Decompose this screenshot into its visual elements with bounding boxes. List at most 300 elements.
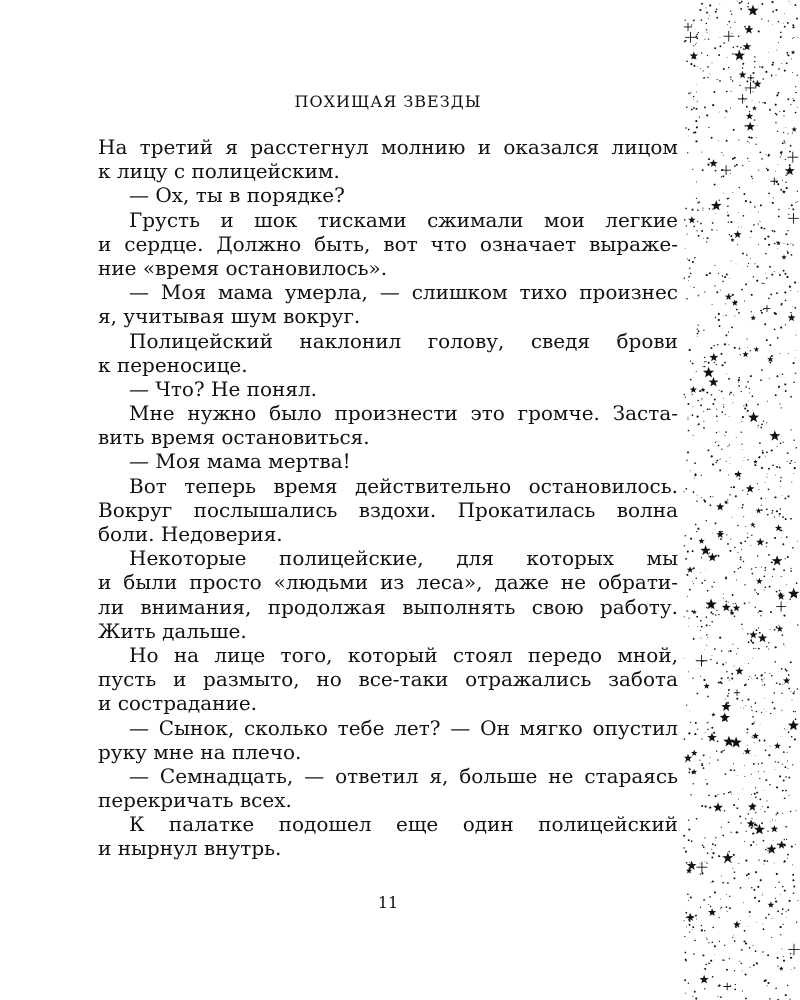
speckle bbox=[750, 201, 752, 203]
speckle bbox=[797, 107, 798, 108]
speckle bbox=[739, 559, 740, 560]
speckle bbox=[716, 409, 717, 410]
speckle bbox=[783, 23, 784, 24]
speckle bbox=[783, 110, 785, 112]
speckle bbox=[701, 872, 703, 874]
speckle bbox=[703, 899, 705, 901]
speckle bbox=[725, 110, 727, 112]
text-line: Полицейский наклонил голову, сведя брови bbox=[129, 328, 678, 353]
text-line: вить время остановиться. bbox=[98, 425, 370, 450]
speckle bbox=[771, 76, 772, 77]
speckle bbox=[692, 363, 694, 365]
speckle bbox=[748, 679, 749, 680]
speckle bbox=[687, 152, 688, 153]
speckle bbox=[729, 550, 731, 552]
speckle bbox=[767, 401, 768, 402]
speckle bbox=[747, 381, 749, 383]
star-icon bbox=[733, 921, 741, 928]
speckle bbox=[736, 579, 737, 580]
speckle bbox=[789, 151, 791, 153]
speckle bbox=[708, 38, 709, 39]
speckle bbox=[692, 394, 693, 395]
text-line: — Семнадцать, — ответил я, больше не стараясь bbox=[129, 763, 678, 788]
speckle bbox=[776, 114, 778, 116]
speckle bbox=[752, 642, 754, 644]
speckle bbox=[764, 678, 765, 679]
speckle bbox=[784, 797, 786, 799]
speckle bbox=[712, 942, 714, 944]
speckle bbox=[755, 871, 757, 873]
speckle bbox=[702, 208, 703, 209]
speckle bbox=[727, 205, 729, 207]
speckle bbox=[780, 189, 782, 191]
speckle bbox=[770, 611, 772, 613]
speckle bbox=[688, 839, 690, 841]
speckle bbox=[703, 846, 705, 848]
speckle bbox=[787, 461, 788, 462]
speckle bbox=[746, 106, 748, 108]
speckle bbox=[763, 612, 764, 613]
speckle bbox=[712, 613, 713, 614]
speckle bbox=[704, 39, 705, 40]
speckle bbox=[753, 648, 754, 649]
speckle bbox=[771, 918, 772, 919]
speckle bbox=[690, 722, 691, 723]
speckle bbox=[706, 939, 707, 940]
speckle bbox=[751, 176, 753, 178]
speckle bbox=[712, 655, 713, 656]
speckle bbox=[783, 862, 784, 863]
text-line: Жить дальше. bbox=[98, 618, 247, 643]
speckle bbox=[709, 272, 711, 274]
star-icon bbox=[782, 190, 786, 194]
speckle bbox=[696, 84, 697, 85]
star-icon bbox=[779, 966, 784, 970]
speckle bbox=[753, 964, 755, 966]
speckle bbox=[710, 757, 711, 758]
speckle bbox=[688, 276, 690, 278]
speckle bbox=[770, 293, 772, 295]
speckle bbox=[707, 237, 709, 239]
speckle bbox=[778, 21, 779, 22]
sparkle-icon bbox=[696, 655, 708, 667]
speckle bbox=[771, 675, 773, 677]
speckle bbox=[690, 470, 691, 471]
speckle bbox=[693, 953, 695, 955]
speckle bbox=[759, 740, 761, 742]
star-icon bbox=[723, 736, 734, 747]
speckle bbox=[701, 230, 703, 232]
speckle bbox=[731, 260, 732, 261]
speckle bbox=[692, 929, 693, 930]
speckle bbox=[760, 675, 762, 677]
speckle bbox=[795, 92, 797, 94]
star-icon bbox=[725, 293, 732, 300]
speckle bbox=[768, 648, 769, 649]
speckle bbox=[757, 404, 759, 406]
speckle bbox=[743, 193, 745, 195]
speckle bbox=[764, 771, 765, 772]
speckle bbox=[790, 429, 791, 430]
speckle bbox=[782, 543, 784, 545]
speckle bbox=[789, 599, 790, 600]
speckle bbox=[790, 568, 791, 569]
speckle bbox=[775, 104, 777, 106]
speckle bbox=[685, 761, 686, 762]
speckle bbox=[765, 482, 766, 483]
speckle bbox=[736, 653, 737, 654]
speckle bbox=[706, 607, 708, 609]
speckle bbox=[732, 937, 733, 938]
speckle bbox=[692, 261, 694, 263]
speckle bbox=[766, 451, 768, 453]
speckle bbox=[775, 887, 776, 888]
speckle bbox=[708, 794, 710, 796]
speckle bbox=[719, 637, 721, 639]
speckle bbox=[771, 274, 773, 276]
speckle bbox=[747, 459, 748, 460]
speckle bbox=[763, 709, 764, 710]
speckle bbox=[737, 648, 738, 649]
speckle bbox=[709, 625, 710, 626]
star-icon bbox=[767, 844, 777, 854]
speckle bbox=[701, 638, 702, 639]
speckle bbox=[763, 840, 765, 842]
speckle bbox=[786, 584, 787, 585]
speckle bbox=[768, 20, 769, 21]
speckle bbox=[741, 549, 742, 550]
speckle bbox=[797, 291, 798, 292]
speckle bbox=[718, 313, 720, 315]
speckle bbox=[722, 281, 723, 282]
speckle bbox=[720, 290, 721, 291]
text-line: — Ох, ты в порядке? bbox=[129, 183, 345, 208]
speckle bbox=[736, 309, 738, 311]
speckle bbox=[750, 230, 752, 232]
star-icon bbox=[686, 913, 694, 921]
speckle bbox=[756, 844, 757, 845]
speckle bbox=[761, 505, 762, 506]
speckle bbox=[772, 1, 774, 3]
speckle bbox=[703, 330, 704, 331]
speckle bbox=[747, 347, 748, 348]
speckle bbox=[692, 581, 693, 582]
star-icon bbox=[704, 683, 710, 689]
speckle bbox=[777, 762, 779, 764]
text-line: ние «время остановилось». bbox=[98, 255, 388, 280]
speckle bbox=[778, 625, 779, 626]
speckle bbox=[712, 496, 713, 497]
speckle bbox=[782, 516, 784, 518]
speckle bbox=[738, 799, 739, 800]
speckle bbox=[738, 379, 740, 381]
speckle bbox=[700, 907, 701, 908]
speckle bbox=[708, 127, 709, 128]
speckle bbox=[795, 844, 796, 845]
sparkle-icon bbox=[770, 177, 778, 185]
speckle bbox=[763, 928, 765, 930]
text-line: и были просто «людьми из леса», даже не обрати- bbox=[98, 570, 678, 595]
speckle bbox=[789, 746, 791, 748]
speckle bbox=[742, 991, 743, 992]
speckle bbox=[724, 276, 726, 278]
speckle bbox=[712, 843, 714, 845]
speckle bbox=[725, 431, 727, 433]
speckle bbox=[728, 792, 729, 793]
speckle bbox=[749, 161, 750, 162]
speckle bbox=[728, 851, 730, 853]
speckle bbox=[766, 168, 767, 169]
speckle bbox=[731, 832, 732, 833]
speckle bbox=[686, 960, 687, 961]
speckle bbox=[787, 854, 789, 856]
speckle bbox=[779, 775, 781, 777]
speckle bbox=[744, 457, 745, 458]
speckle bbox=[705, 805, 707, 807]
speckle bbox=[711, 882, 712, 883]
speckle bbox=[727, 446, 728, 447]
speckle bbox=[707, 164, 709, 166]
speckle bbox=[795, 112, 797, 114]
speckle bbox=[784, 26, 786, 28]
speckle bbox=[767, 982, 769, 984]
speckle bbox=[776, 94, 778, 96]
speckle bbox=[754, 119, 755, 120]
speckle bbox=[698, 668, 699, 669]
text-line: — Сынок, сколько тебе лет? — Он мягко опустил bbox=[129, 715, 678, 740]
speckle bbox=[784, 839, 785, 840]
speckle bbox=[787, 98, 789, 100]
speckle bbox=[753, 763, 755, 765]
speckle bbox=[719, 4, 720, 5]
speckle bbox=[727, 911, 728, 912]
speckle bbox=[776, 873, 778, 875]
speckle bbox=[797, 75, 798, 76]
star-icon bbox=[690, 386, 697, 393]
speckle bbox=[787, 768, 788, 769]
speckle bbox=[737, 832, 738, 833]
speckle bbox=[770, 821, 771, 822]
speckle bbox=[755, 675, 756, 676]
speckle bbox=[784, 243, 785, 244]
speckle bbox=[734, 989, 736, 991]
speckle bbox=[742, 788, 743, 789]
sparkle-icon bbox=[748, 75, 755, 82]
sparkle-icon bbox=[685, 32, 696, 43]
speckle bbox=[729, 293, 730, 294]
speckle bbox=[697, 495, 698, 496]
speckle bbox=[746, 728, 748, 730]
speckle bbox=[784, 558, 785, 559]
speckle bbox=[766, 154, 767, 155]
speckle bbox=[782, 684, 783, 685]
speckle bbox=[783, 270, 785, 272]
star-icon bbox=[781, 255, 786, 260]
speckle bbox=[763, 864, 764, 865]
speckle bbox=[704, 930, 705, 931]
speckle bbox=[788, 688, 790, 690]
speckle bbox=[790, 570, 792, 572]
speckle bbox=[780, 327, 782, 329]
speckle bbox=[748, 663, 749, 664]
speckle bbox=[688, 772, 690, 774]
speckle bbox=[697, 333, 699, 335]
speckle bbox=[721, 364, 723, 366]
star-icon bbox=[748, 802, 757, 810]
speckle bbox=[733, 769, 735, 771]
speckle bbox=[703, 754, 705, 756]
speckle bbox=[724, 945, 725, 946]
speckle bbox=[693, 20, 695, 22]
star-icon bbox=[754, 347, 760, 352]
speckle bbox=[728, 689, 730, 691]
text-line: — Что? Не понял. bbox=[129, 376, 318, 401]
speckle bbox=[743, 561, 744, 562]
speckle bbox=[781, 913, 783, 915]
speckle bbox=[735, 316, 736, 317]
speckle bbox=[735, 495, 737, 497]
speckle bbox=[777, 812, 779, 814]
speckle bbox=[740, 47, 741, 48]
speckle bbox=[793, 473, 794, 474]
speckle bbox=[694, 131, 696, 133]
speckle bbox=[748, 813, 750, 815]
speckle bbox=[789, 462, 791, 464]
speckle bbox=[769, 362, 771, 364]
speckle bbox=[745, 860, 747, 862]
speckle bbox=[729, 234, 730, 235]
speckle bbox=[793, 37, 794, 38]
speckle bbox=[751, 706, 752, 707]
star-icon bbox=[700, 975, 709, 984]
speckle bbox=[704, 837, 705, 838]
speckle bbox=[780, 36, 782, 38]
speckle bbox=[742, 700, 743, 701]
speckle bbox=[777, 957, 779, 959]
speckle bbox=[764, 569, 766, 571]
speckle bbox=[793, 692, 795, 694]
speckle bbox=[685, 127, 687, 129]
speckle bbox=[712, 852, 714, 854]
speckle bbox=[767, 954, 769, 956]
speckle bbox=[733, 877, 735, 879]
speckle bbox=[760, 799, 762, 801]
speckle bbox=[698, 235, 700, 237]
speckle bbox=[768, 244, 770, 246]
speckle bbox=[756, 922, 757, 923]
speckle bbox=[748, 136, 750, 138]
speckle bbox=[741, 227, 742, 228]
speckle bbox=[772, 576, 773, 577]
speckle bbox=[784, 70, 786, 72]
speckle bbox=[758, 170, 759, 171]
speckle bbox=[718, 445, 720, 447]
text-line: перекричать всех. bbox=[98, 788, 292, 813]
speckle bbox=[685, 396, 686, 397]
speckle bbox=[689, 931, 690, 932]
speckle bbox=[729, 907, 731, 909]
speckle bbox=[706, 937, 707, 938]
speckle bbox=[716, 213, 717, 214]
speckle bbox=[751, 294, 753, 296]
speckle bbox=[765, 456, 766, 457]
speckle bbox=[758, 425, 759, 426]
speckle bbox=[742, 67, 743, 68]
speckle bbox=[734, 571, 736, 573]
speckle bbox=[765, 71, 767, 73]
speckle bbox=[697, 416, 699, 418]
speckle bbox=[716, 291, 718, 293]
speckle bbox=[729, 278, 730, 279]
speckle bbox=[779, 353, 780, 354]
speckle bbox=[767, 169, 769, 171]
speckle bbox=[794, 691, 795, 692]
speckle bbox=[745, 26, 746, 27]
speckle bbox=[687, 451, 689, 453]
speckle bbox=[704, 106, 706, 108]
speckle bbox=[788, 353, 789, 354]
speckle bbox=[685, 488, 687, 490]
speckle bbox=[765, 749, 767, 751]
sparkle-icon bbox=[787, 152, 798, 163]
speckle bbox=[714, 184, 716, 186]
speckle bbox=[696, 126, 698, 128]
speckle bbox=[751, 794, 752, 795]
speckle bbox=[772, 819, 773, 820]
speckle bbox=[740, 920, 741, 921]
speckle bbox=[685, 912, 687, 914]
speckle bbox=[731, 794, 732, 795]
speckle bbox=[690, 379, 692, 381]
speckle bbox=[688, 900, 689, 901]
speckle bbox=[690, 538, 692, 540]
speckle bbox=[730, 235, 732, 237]
speckle bbox=[780, 152, 782, 154]
star-icon bbox=[733, 604, 741, 611]
star-icon bbox=[746, 122, 755, 131]
text-line: и сострадание. bbox=[98, 691, 258, 716]
speckle bbox=[700, 630, 701, 631]
speckle bbox=[783, 643, 784, 644]
speckle bbox=[746, 338, 747, 339]
star-icon bbox=[746, 112, 753, 119]
speckle bbox=[757, 266, 759, 268]
star-icon bbox=[742, 351, 748, 357]
speckle bbox=[745, 705, 746, 706]
speckle bbox=[792, 244, 793, 245]
speckle bbox=[730, 791, 732, 793]
speckle bbox=[764, 567, 766, 569]
speckle bbox=[793, 362, 795, 364]
speckle bbox=[797, 37, 798, 38]
speckle bbox=[707, 722, 708, 723]
speckle bbox=[731, 326, 733, 328]
speckle bbox=[722, 882, 724, 884]
speckle bbox=[697, 202, 698, 203]
speckle bbox=[695, 524, 697, 526]
speckle bbox=[700, 223, 702, 225]
speckle bbox=[774, 629, 776, 631]
speckle bbox=[795, 718, 797, 720]
speckle bbox=[789, 1, 790, 2]
speckle bbox=[785, 668, 787, 670]
speckle bbox=[789, 286, 791, 288]
speckle bbox=[781, 63, 782, 64]
speckle bbox=[790, 104, 791, 105]
speckle bbox=[773, 568, 775, 570]
speckle bbox=[768, 554, 770, 556]
speckle bbox=[708, 722, 709, 723]
